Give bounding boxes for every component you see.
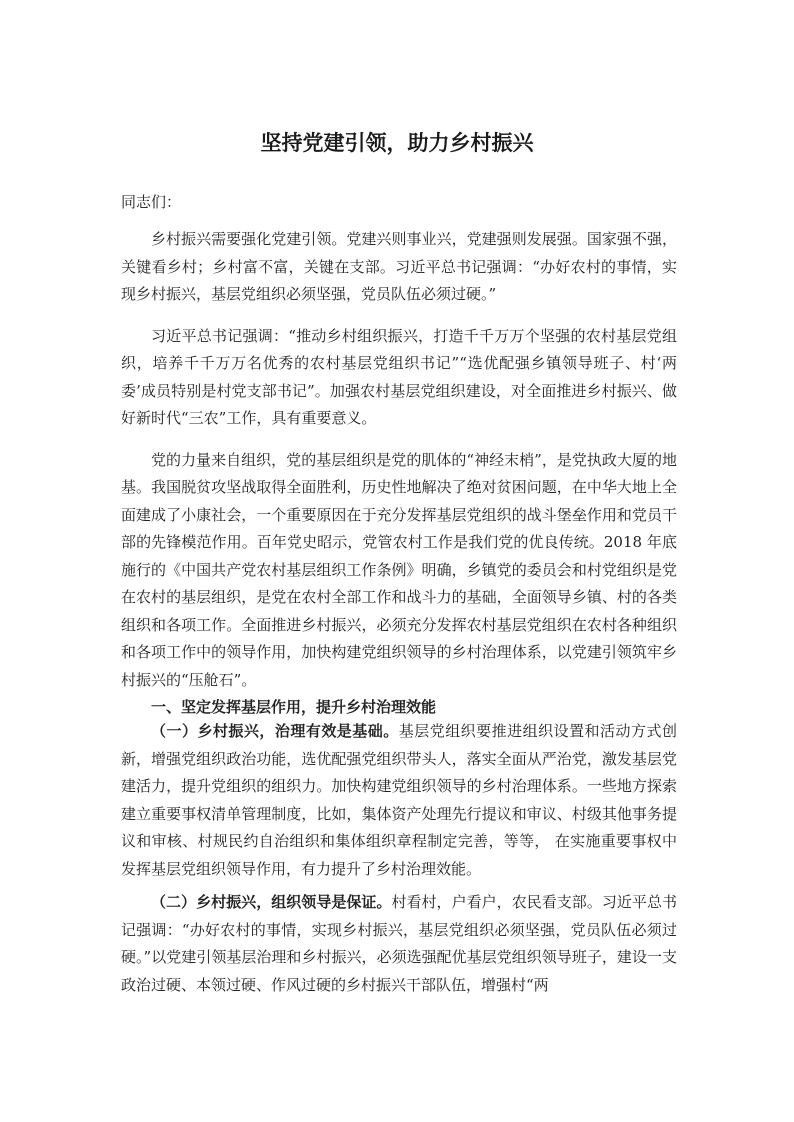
document-title: 坚持党建引领，助力乡村振兴 <box>260 131 534 155</box>
body-paragraph-2: 习近平总书记强调：“推动乡村组织振兴，打造千千万万个坚强的农村基层党组织，培养千千万万名优秀的农村基层党组织书记”“选优配强乡镇领导班子、村‘两委’成员特别是村党支部书记”。加强农村基层党组织建设，对全面推进乡村振兴、做好新时代“三农”工作，具有重要意义。 <box>121 326 677 427</box>
subsection-1-lead: （一）乡村振兴，治理有效是基础。 <box>151 722 399 740</box>
subsection-1 <box>121 718 677 883</box>
subsection-2-text: 村看村，户看户，农民看支部。习近平总书记强调：“办好农村的事情，实现乡村振兴，基层党组织必须坚强，党员队伍必须过硬。”以党建引领基层治理和乡村振兴，必须选强配优基层党组织领导班子，建设一支政治过硬、本领过硬、作风过硬的乡村振兴干部队伍，增强村“两 <box>121 893 677 994</box>
section-heading-1: 一、坚定发挥基层作用，提升乡村治理效能 <box>151 698 437 716</box>
salutation: 同志们： <box>121 193 182 211</box>
subsection-2-lead: （二）乡村振兴，组织领导是保证。 <box>151 893 392 911</box>
document-body <box>121 226 677 999</box>
body-paragraph-3: 党的力量来自组织，党的基层组织是党的肌体的“神经末梢”，是党执政大厦的地基。我国脱贫攻坚战取得全面胜利，历史性地解决了绝对贫困问题，在中华大地上全面建成了小康社会，一个重要原因在于充分发挥基层党组织的战斗堡垒作用和党员干部的先锋模范作用。百年党史昭示，党管农村工作是我们党的优良传统。2018 年底施行的《中国共产党农村基层组织工作条例》明确，乡镇党的委员会和村党组织是党在农村的基层组织，是党在农村全部工作和战斗力的基础，全面领导乡镇、村的各类组织和各项工作。全面推进乡村振兴，必须充分发挥农村基层党组织在农村各种组织和各项工作中的领导作用，加快构建党组织领导的乡村治理体系，以党建引领筑牢乡村振兴的“压舱石”。 <box>121 450 677 689</box>
body-paragraph-1: 乡村振兴需要强化党建引领。党建兴则事业兴，党建强则发展强。国家强不强，关键看乡村；乡村富不富，关键在支部。习近平总书记强调：“办好农村的事情，实现乡村振兴，基层党组织必须坚强，党员队伍必须过硬。” <box>121 230 677 303</box>
subsection-1-text: 基层党组织要推进组织设置和活动方式创新，增强党组织政治功能，选优配强党组织带头人，落实全面从严治党，激发基层党建活力，提升党组织的组织力。加快构建党组织领导的乡村治理体系。一些地方探索建立重要事权清单管理制度，比如，集体资产处理先行提议和审议、村级其他事务提议和审核、村规民约自治组织和集体组织章程制定完善，等等， 在实施重要事权中发挥基层党组织领导作用，有力提升了乡村治理效能。 <box>121 722 677 878</box>
subsection-2 <box>121 889 677 999</box>
